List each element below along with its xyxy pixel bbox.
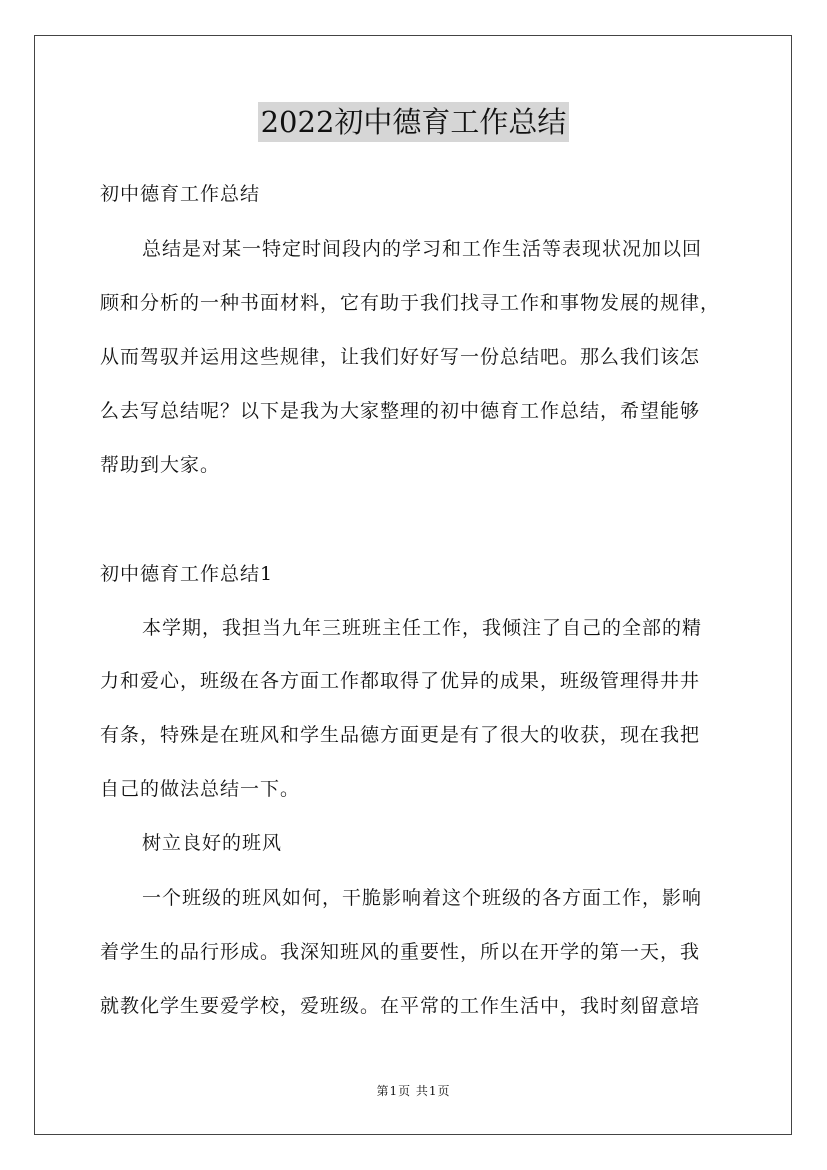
- document-title: 2022初中德育工作总结: [258, 102, 570, 142]
- section2-line-2: 着学生的品行形成。我深知班风的重要性，所以在开学的第一天，我: [100, 941, 701, 963]
- intro-line-3: 从而驾驭并运用这些规律，让我们好好写一份总结吧。那么我们该怎: [100, 346, 701, 368]
- intro-line-4: 么去写总结呢？以下是我为大家整理的初中德育工作总结，希望能够: [100, 400, 701, 422]
- page-footer: 第1页 共1页: [376, 1084, 451, 1098]
- title-container: [0, 102, 827, 142]
- section2-line-3: 就教化学生要爱学校，爱班级。在平常的工作生活中，我时刻留意培: [100, 995, 701, 1017]
- section1-line-4: 自己的做法总结一下。: [100, 778, 301, 800]
- section1-line-1: 本学期，我担当九年三班班主任工作，我倾注了自己的全部的精: [142, 617, 703, 639]
- intro-line-5: 帮助到大家。: [100, 454, 221, 476]
- section1-heading: 初中德育工作总结1: [100, 563, 274, 585]
- section1-line-2: 力和爱心，班级在各方面工作都取得了优异的成果，班级管理得井井: [100, 670, 701, 692]
- subheading: 树立良好的班风: [142, 832, 283, 854]
- intro-line-1: 总结是对某一特定时间段内的学习和工作生活等表现状况加以回: [142, 238, 703, 260]
- intro-line-2: 顾和分析的一种书面材料，它有助于我们找寻工作和事物发展的规律，: [100, 292, 721, 314]
- intro-heading: 初中德育工作总结: [100, 183, 261, 205]
- section2-line-1: 一个班级的班风如何，干脆影响着这个班级的各方面工作，影响: [142, 887, 703, 909]
- section1-line-3: 有条，特殊是在班风和学生品德方面更是有了很大的收获，现在我把: [100, 724, 701, 746]
